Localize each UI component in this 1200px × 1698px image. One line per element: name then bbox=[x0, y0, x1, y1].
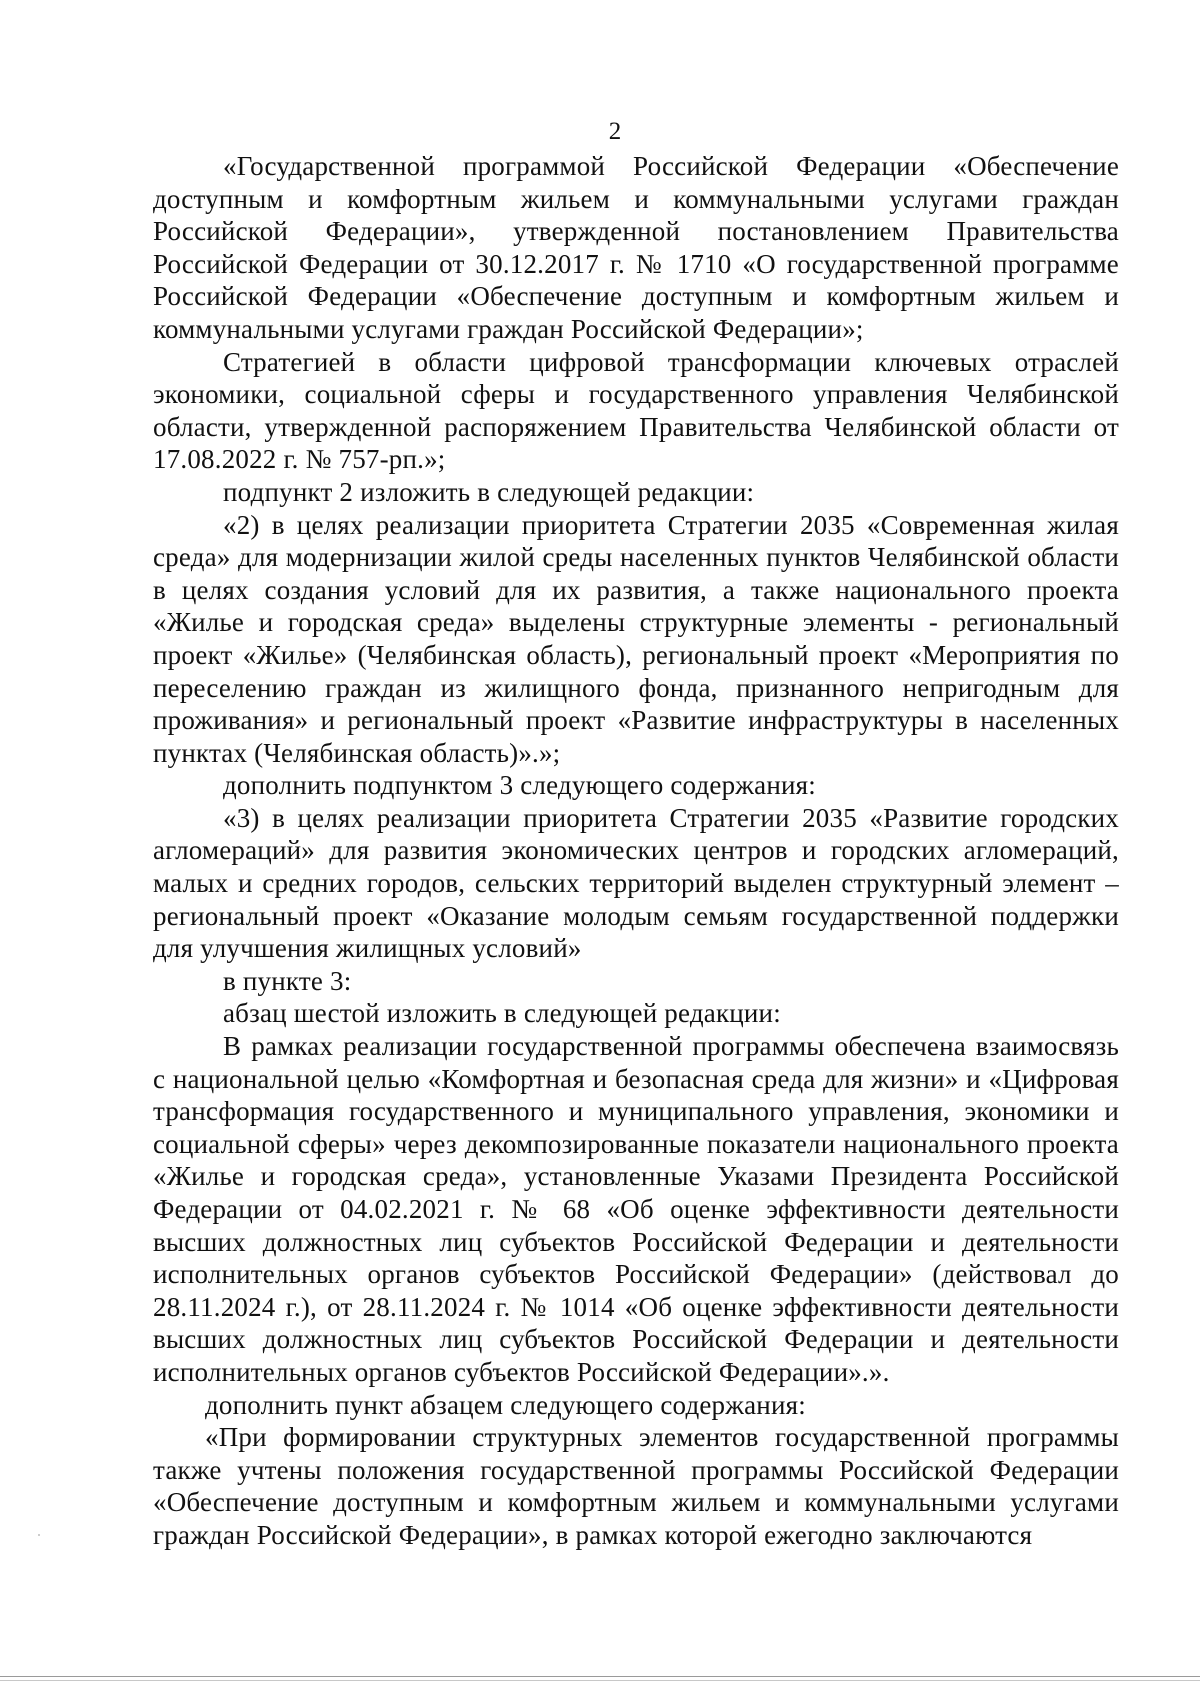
paragraph-structural-elements: «При формировании структурных элементов государственной программы также учтены положения государственной программы Российской Федерации «Обеспечение доступным и комфортным жильем и коммунальными услугами граждан Российской Федерации», в рамках которой ежегодно заключаются bbox=[153, 1422, 1119, 1550]
paragraph-digital-strategy: Стратегией в области цифровой трансформации ключевых отраслей экономики, социальной сферы и государственного управления Челябинской области, утвержденной распоряжением Правительства Челябинской области от 17.08.2022 г. № 757-рп.»; bbox=[153, 346, 1119, 475]
document-body bbox=[153, 150, 1119, 1552]
paragraph-sixth-abzac-intro: абзац шестой изложить в следующей редакции: bbox=[223, 998, 781, 1029]
paragraph-add-abzac-intro: дополнить пункт абзацем следующего содержания: bbox=[205, 1389, 806, 1420]
scan-edge-line-secondary bbox=[0, 1680, 1200, 1681]
paragraph-subitem-3-intro: дополнить подпунктом 3 следующего содержания: bbox=[223, 770, 816, 801]
scan-edge-line bbox=[0, 1676, 1200, 1677]
page-number: 2 bbox=[608, 118, 622, 145]
paragraph-national-goal-link: В рамках реализации государственной программы обеспечена взаимосвязь с национальной целью «Комфортная и безопасная среда для жизни» и «Цифровая трансформация государственного и муниципального управления, экономики и социальной сферы» через декомпозированные показатели национального проекта «Жилье и городская среда», установленные Указами Президента Российской Федерации от 04.02.2021 г. № 68 «Об оценке эффективности деятельности высших должностных лиц субъектов Российской Федерации и деятельности исполнительных органов субъектов Российской Федерации» (действовал до 28.11.2024 г.), от 28.11.2024 г. № 1014 «Об оценке эффективности деятельности высших должностных лиц субъектов Российской Федерации и деятельности исполнительных органов субъектов Российской Федерации».». bbox=[153, 1031, 1119, 1387]
paragraph-state-program-reference: «Государственной программой Российской Федерации «Обеспечение доступным и комфортным жильем и коммунальными услугами граждан Российской Федерации», утвержденной постановлением Правительства Российской Федерации от 30.12.2017 г. № 1710 «О государственной программе Российской Федерации «Обеспечение доступным и комфортным жильем и коммунальными услугами граждан Российской Федерации»; bbox=[153, 151, 1119, 344]
paragraph-subitem-2-intro: подпункт 2 изложить в следующей редакции: bbox=[223, 476, 755, 507]
paragraph-subitem-2-text: «2) в целях реализации приоритета Стратегии 2035 «Современная жилая среда» для модернизации жилой среды населенных пунктов Челябинской области в целях создания условий для их развития, а также национального проекта «Жилье и городская среда» выделены структурные элементы - региональный проект «Жилье» (Челябинская область), региональный проект «Мероприятия по переселению граждан из жилищного фонда, признанного непригодным для проживания» и региональный проект «Развитие инфраструктуры в населенных пунктах (Челябинская область)».»; bbox=[153, 509, 1119, 768]
scan-speck bbox=[38, 1534, 40, 1536]
paragraph-subitem-3-text: «3) в целях реализации приоритета Стратегии 2035 «Развитие городских агломераций» для развития экономических центров и городских агломераций, малых и средних городов, сельских территорий выделен структурный элемент – региональный проект «Оказание молодым семьям государственной поддержки для улучшения жилищных условий» bbox=[153, 802, 1119, 964]
paragraph-item-3-intro: в пункте 3: bbox=[223, 965, 352, 996]
